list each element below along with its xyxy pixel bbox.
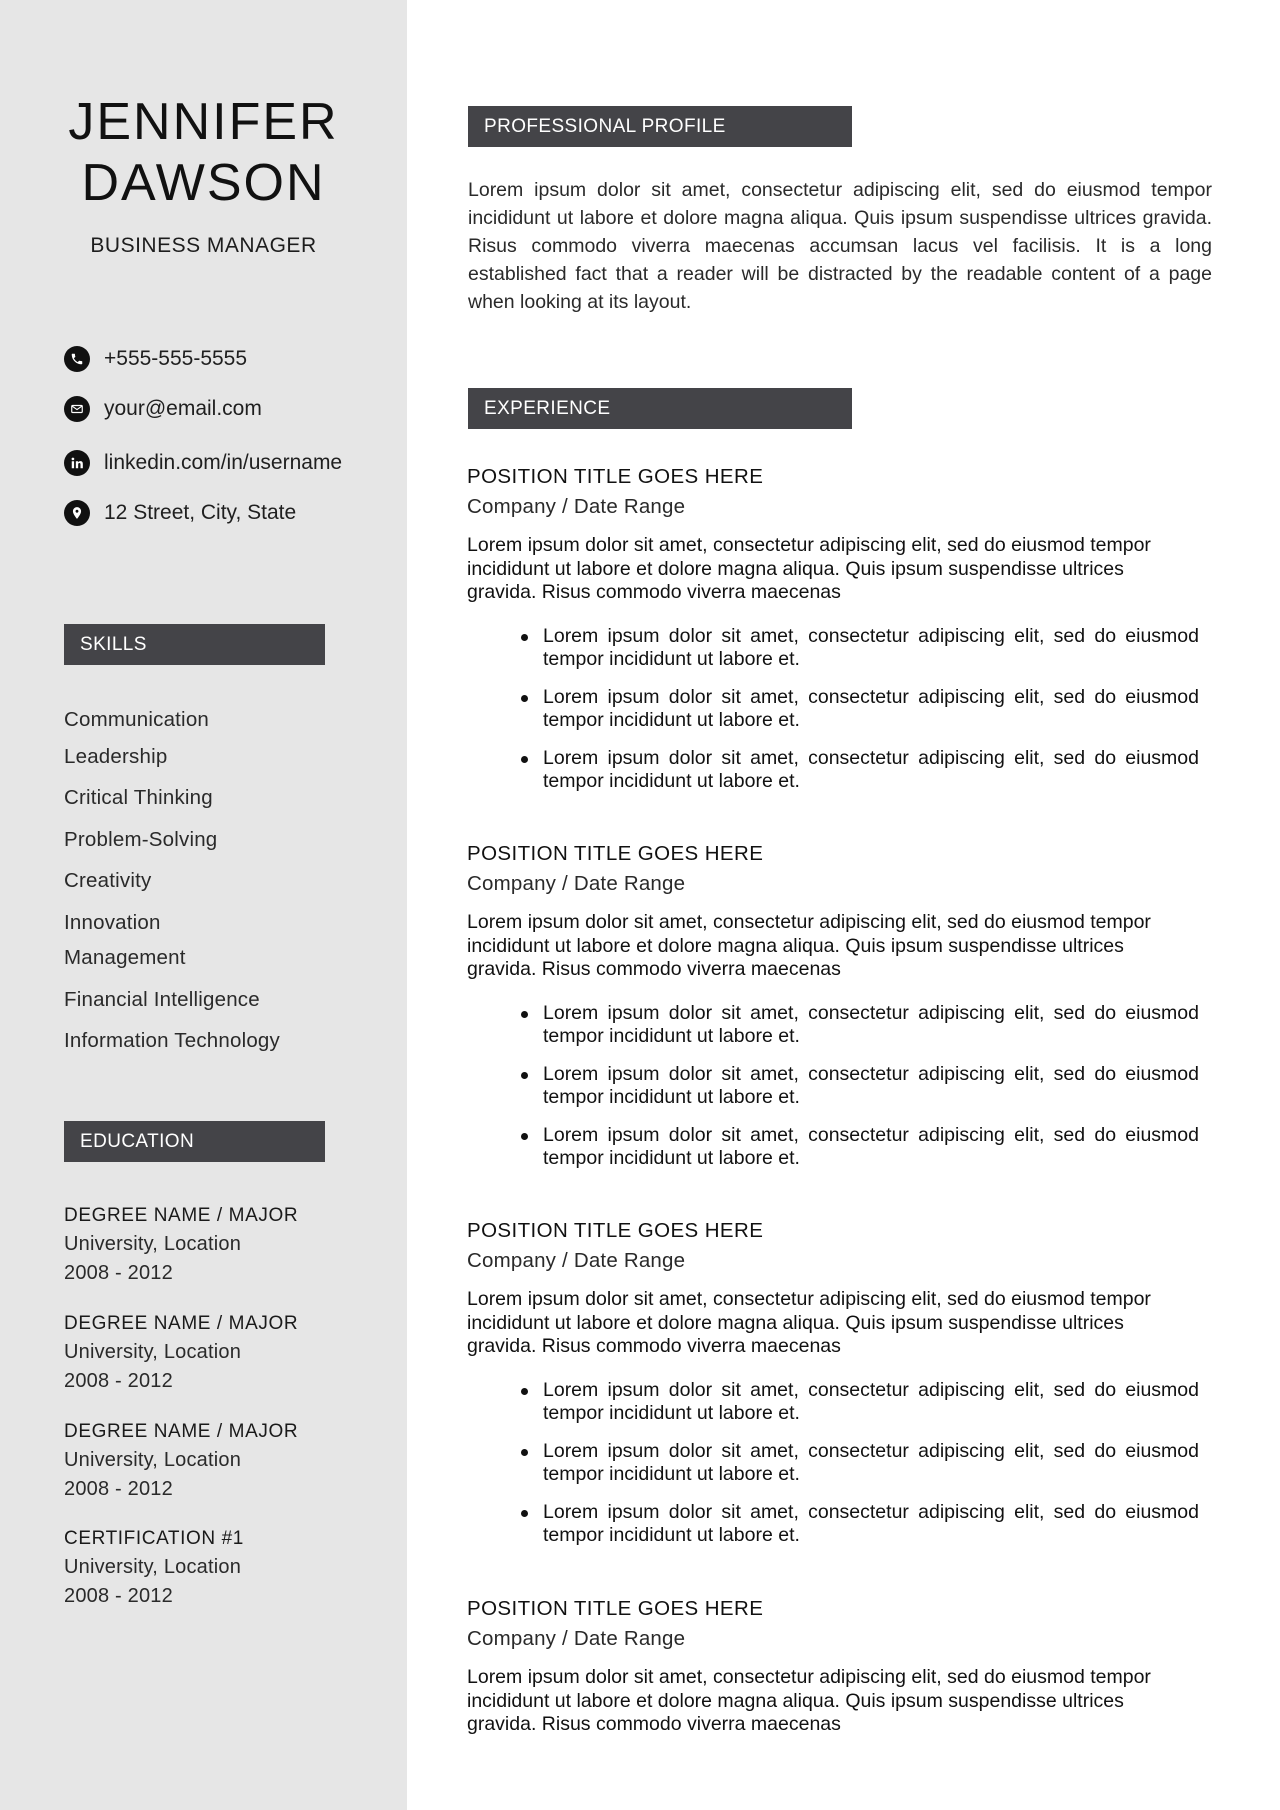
- bullet-text: Lorem ipsum dolor sit amet, consectetur adipiscing elit, sed do eiusmod tempor incididunt ut labore et.: [543, 1123, 1199, 1169]
- education-entry: [64, 1309, 298, 1396]
- position-title: POSITION TITLE GOES HERE: [467, 1219, 764, 1242]
- company-date: Company / Date Range: [467, 495, 686, 518]
- phone-text: +555-555-5555: [104, 347, 248, 370]
- bullet-dot: [521, 634, 528, 641]
- linkedin-icon: [64, 450, 90, 476]
- job-bullets: [467, 1002, 1227, 1171]
- skill-item: Leadership: [64, 745, 168, 768]
- job-bullet: [467, 686, 1199, 733]
- school-years: 2008 - 2012: [64, 1262, 173, 1284]
- job-entry: [467, 839, 1227, 1185]
- skills-header: SKILLS: [64, 624, 325, 665]
- job-title: BUSINESS MANAGER: [90, 234, 317, 257]
- bullet-dot: [521, 1072, 528, 1079]
- company-date: Company / Date Range: [467, 1627, 686, 1650]
- job-description: Lorem ipsum dolor sit amet, consectetur adipiscing elit, sed do eiusmod tempor incididunt ut labore et dolore magna aliqua. Quis ipsum suspendisse ultrices gravida. Risus commodo viverra maecenas: [467, 534, 1151, 603]
- sidebar: [0, 0, 407, 1810]
- position-title: POSITION TITLE GOES HERE: [467, 465, 764, 488]
- bullet-dot: [521, 1510, 528, 1517]
- job-entry: [467, 1216, 1227, 1562]
- bullet-dot: [521, 1133, 528, 1140]
- experience-header: EXPERIENCE: [468, 388, 852, 429]
- email-text: your@email.com: [104, 397, 262, 420]
- school-location: University, Location: [64, 1233, 242, 1255]
- last-name: DAWSON: [81, 154, 326, 212]
- degree-name: DEGREE NAME / MAJOR: [64, 1205, 299, 1226]
- position-title: POSITION TITLE GOES HERE: [467, 842, 764, 865]
- address-text: 12 Street, City, State: [104, 501, 297, 524]
- contact-linkedin: [64, 448, 342, 478]
- bullet-text: Lorem ipsum dolor sit amet, consectetur adipiscing elit, sed do eiusmod tempor incididunt ut labore et.: [543, 1439, 1199, 1485]
- school-years: 2008 - 2012: [64, 1585, 173, 1607]
- bullet-text: Lorem ipsum dolor sit amet, consectetur adipiscing elit, sed do eiusmod tempor incididunt ut labore et.: [543, 1001, 1199, 1047]
- job-bullet: [467, 747, 1199, 794]
- contact-email: [64, 394, 262, 424]
- job-bullet: [467, 1379, 1199, 1426]
- name-block: [0, 92, 407, 258]
- bullet-text: Lorem ipsum dolor sit amet, consectetur adipiscing elit, sed do eiusmod tempor incididunt ut labore et.: [543, 1500, 1199, 1546]
- school-location: University, Location: [64, 1556, 242, 1578]
- bullet-dot: [521, 1388, 528, 1395]
- bullet-text: Lorem ipsum dolor sit amet, consectetur adipiscing elit, sed do eiusmod tempor incididunt ut labore et.: [543, 1062, 1199, 1108]
- degree-name: DEGREE NAME / MAJOR: [64, 1421, 299, 1442]
- job-bullet: [467, 1501, 1199, 1548]
- location-pin-icon: [64, 500, 90, 526]
- linkedin-text: linkedin.com/in/username: [104, 451, 343, 474]
- skill-item: Problem-Solving: [64, 828, 218, 851]
- job-entry: [467, 462, 1227, 808]
- job-bullet: [467, 1063, 1199, 1110]
- skill-item: Information Technology: [64, 1029, 280, 1052]
- school-location: University, Location: [64, 1449, 242, 1471]
- bullet-text: Lorem ipsum dolor sit amet, consectetur adipiscing elit, sed do eiusmod tempor incididunt ut labore et.: [543, 624, 1199, 670]
- job-entry: [467, 1594, 1227, 1737]
- degree-name: DEGREE NAME / MAJOR: [64, 1313, 299, 1334]
- school-years: 2008 - 2012: [64, 1370, 173, 1392]
- job-bullets: [467, 625, 1227, 794]
- bullet-dot: [521, 695, 528, 702]
- school-years: 2008 - 2012: [64, 1478, 173, 1500]
- job-description: Lorem ipsum dolor sit amet, consectetur adipiscing elit, sed do eiusmod tempor incididunt ut labore et dolore magna aliqua. Quis ipsum suspendisse ultrices gravida. Risus commodo viverra maecenas: [467, 911, 1151, 980]
- job-description: Lorem ipsum dolor sit amet, consectetur adipiscing elit, sed do eiusmod tempor incididunt ut labore et dolore magna aliqua. Quis ipsum suspendisse ultrices gravida. Risus commodo viverra maecenas: [467, 1288, 1151, 1357]
- bullet-dot: [521, 756, 528, 763]
- school-location: University, Location: [64, 1341, 242, 1363]
- bullet-dot: [521, 1011, 528, 1018]
- contact-phone: [64, 344, 247, 374]
- job-bullets: [467, 1379, 1227, 1548]
- education-entry: [64, 1417, 298, 1504]
- job-description: Lorem ipsum dolor sit amet, consectetur adipiscing elit, sed do eiusmod tempor incididunt ut labore et dolore magna aliqua. Quis ipsum suspendisse ultrices gravida. Risus commodo viverra maecenas: [467, 1666, 1151, 1735]
- bullet-text: Lorem ipsum dolor sit amet, consectetur adipiscing elit, sed do eiusmod tempor incididunt ut labore et.: [543, 746, 1199, 792]
- position-title: POSITION TITLE GOES HERE: [467, 1597, 764, 1620]
- education-header: EDUCATION: [64, 1121, 325, 1162]
- company-date: Company / Date Range: [467, 1249, 686, 1272]
- phone-icon: [64, 346, 90, 372]
- job-bullet: [467, 1440, 1199, 1487]
- skill-item: Creativity: [64, 869, 152, 892]
- skill-item: Critical Thinking: [64, 786, 213, 809]
- first-name: JENNIFER: [68, 93, 339, 151]
- bullet-text: Lorem ipsum dolor sit amet, consectetur adipiscing elit, sed do eiusmod tempor incididunt ut labore et.: [543, 1378, 1199, 1424]
- education-entry: [64, 1201, 298, 1288]
- certification-name: CERTIFICATION #1: [64, 1528, 244, 1549]
- skill-item: Financial Intelligence: [64, 988, 260, 1011]
- education-entry: [64, 1524, 244, 1611]
- company-date: Company / Date Range: [467, 872, 686, 895]
- profile-text: Lorem ipsum dolor sit amet, consectetur adipiscing elit, sed do eiusmod tempor incididunt ut labore et dolore magna aliqua. Quis ipsum suspendisse ultrices gravida. Risus commodo viverra maecenas accumsan lacus vel facilisis. It is a long established fact that a reader will be distracted by the readable content of a page when looking at its layout.: [468, 179, 1212, 313]
- profile-header: PROFESSIONAL PROFILE: [468, 106, 852, 147]
- skill-item: Innovation: [64, 911, 161, 934]
- bullet-text: Lorem ipsum dolor sit amet, consectetur adipiscing elit, sed do eiusmod tempor incididunt ut labore et.: [543, 685, 1199, 731]
- job-bullet: [467, 1002, 1199, 1049]
- skill-item: Communication: [64, 708, 210, 731]
- skill-item: Management: [64, 946, 186, 969]
- bullet-dot: [521, 1449, 528, 1456]
- contact-address: [64, 498, 296, 528]
- job-bullet: [467, 625, 1199, 672]
- job-bullet: [467, 1124, 1199, 1171]
- email-icon: [64, 396, 90, 422]
